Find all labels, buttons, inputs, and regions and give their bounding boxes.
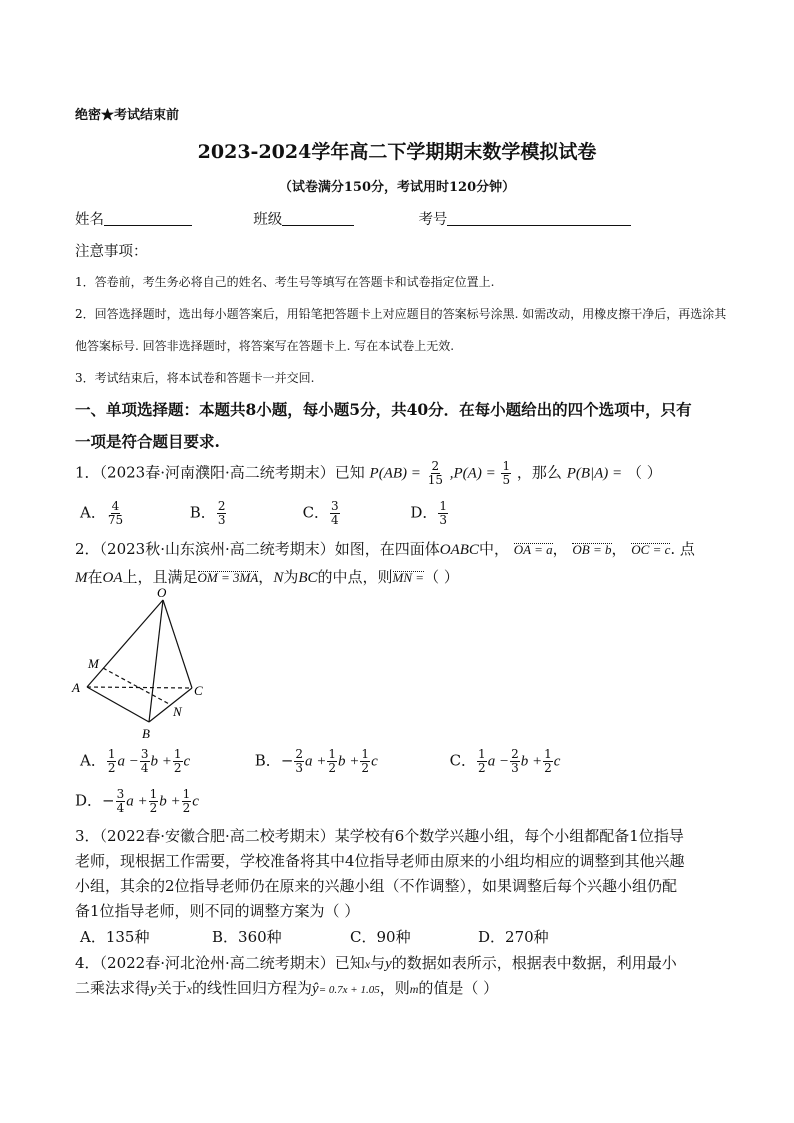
exam-no-field[interactable]: [447, 211, 631, 226]
label-n: N: [173, 704, 182, 719]
label-m: M: [88, 656, 99, 671]
tetrahedron-figure: [68, 585, 218, 745]
question-1-stem: 1．（2023春·河南濮阳·高二统考期末）已知 P(AB) = $\frac{2}{15}$ ,P(A) = $\frac{1}{5}$ ，那么 P(B|A) = （ ）: [75, 459, 662, 487]
name-field[interactable]: [104, 211, 192, 226]
section-heading-line-2: 一项是符合题目要求.: [75, 432, 220, 451]
edge-oa: [87, 600, 163, 687]
question-2-stem-line-2: M在OA上，且满足OM = 3MA，N为BC的中点，则MN =（ ）: [75, 568, 459, 586]
edge-ac-hidden: [87, 687, 192, 688]
label-b: B: [142, 726, 150, 741]
q1-option-b[interactable]: B． $\frac{2}{3}$: [189, 499, 226, 527]
exam-no-label: 考号: [418, 212, 448, 228]
edge-bc: [149, 688, 192, 722]
q3-option-a[interactable]: A．135种: [80, 928, 150, 946]
edge-ob: [149, 600, 163, 722]
question-3-line-1: 3．（2022春·安徽合肥·高二校考期末）某学校有6个数学兴趣小组，每个小组都配备1位指导: [75, 827, 684, 845]
q3-option-b[interactable]: B．360种: [212, 928, 282, 946]
question-3-line-3: 小组，其余的2位指导老师仍在原来的兴趣小组（不作调整），如果调整后每个兴趣小组仍配: [75, 877, 678, 895]
segment-mn: [103, 668, 171, 705]
q2-option-c[interactable]: C． $\frac{1}{2}$ a − $\frac{2}{3}$ b + $\frac{1}{2}$ c: [449, 747, 561, 775]
student-info-row: [75, 208, 631, 229]
q2-option-b[interactable]: B．− $\frac{2}{3}$ a + $\frac{1}{2}$ b + $\frac{1}{2}$ c: [254, 747, 378, 775]
question-2-options-row-2: [75, 788, 199, 815]
name-label: 姓名: [75, 212, 104, 228]
question-1-options: [80, 500, 449, 527]
class-field[interactable]: [282, 211, 354, 226]
notice-item-2-line-2: 他答案标号. 回答非选择题时，将答案写在答题卡上. 写在本试卷上无效.: [75, 339, 455, 353]
q1-option-c[interactable]: C． $\frac{3}{4}$: [302, 499, 339, 527]
question-4-line-2: 二乘法求得y关于x的线性回归方程为ŷ= 0.7x + 1.05，则m的值是（ ）: [75, 979, 499, 997]
question-3-line-4: 备1位指导老师，则不同的调整方案为（ ）: [75, 902, 360, 920]
q3-option-d[interactable]: D．270种: [478, 928, 549, 946]
label-c: C: [194, 683, 203, 698]
notice-item-2-line-1: 2．回答选择题时，选出每小题答案后，用铅笔把答题卡上对应题目的答案标号涂黑. 如需改动，用橡皮擦干净后，再选涂其: [75, 307, 727, 321]
question-3-options: [80, 926, 549, 947]
page-title: 2023-2024学年高二下学期期末数学模拟试卷: [197, 141, 597, 163]
page-subtitle: （试卷满分150分，考试用时120分钟）: [278, 180, 516, 195]
q2-option-a[interactable]: A． $\frac{1}{2}$ a − $\frac{3}{4}$ b + $\frac{1}{2}$ c: [80, 747, 191, 775]
q2-option-d[interactable]: D．− $\frac{3}{4}$ a + $\frac{1}{2}$ b + $\frac{1}{2}$ c: [75, 787, 199, 815]
section-heading-line-1: 一、单项选择题：本题共8小题，每小题5分，共40分．在每小题给出的四个选项中，只有: [75, 400, 692, 419]
question-3-line-2: 老师，现根据工作需要，学校准备将其中4位指导老师由原来的小组均相应的调整到其他兴趣: [75, 852, 685, 870]
q1-option-d[interactable]: D． $\frac{1}{3}$: [410, 499, 448, 527]
edge-ab: [87, 687, 149, 722]
notice-item-1: 1．答卷前，考生务必将自己的姓名、考生号等填写在答题卡和试卷指定位置上.: [75, 275, 495, 289]
q3-option-c[interactable]: C．90种: [350, 928, 411, 946]
q1-pa-fraction: $\frac{1}{5}$: [502, 459, 511, 487]
label-a: A: [72, 680, 80, 695]
label-o: O: [157, 585, 167, 600]
notice-item-3: 3．考试结束后，将本试卷和答题卡一并交回.: [75, 371, 315, 385]
notice-heading: 注意事项：: [75, 244, 148, 260]
q1-pab-fraction: $\frac{2}{15}$: [427, 459, 443, 487]
question-4-line-1: 4．（2022春·河北沧州·高二统考期末）已知x与y的数据如表所示，根据表中数据，利用最小: [75, 954, 677, 972]
edge-oc: [163, 600, 192, 688]
class-label: 班级: [253, 212, 283, 228]
q1-option-a[interactable]: A． $\frac{4}{75}$: [80, 499, 124, 527]
question-2-stem-line-1: 2．（2023秋·山东滨州·高二统考期末）如图，在四面体OABC中， OA = a， OB = b， OC = c. 点: [75, 540, 695, 558]
question-2-options-row-1: [80, 748, 560, 775]
secret-mark: 绝密★考试结束前: [75, 108, 180, 123]
